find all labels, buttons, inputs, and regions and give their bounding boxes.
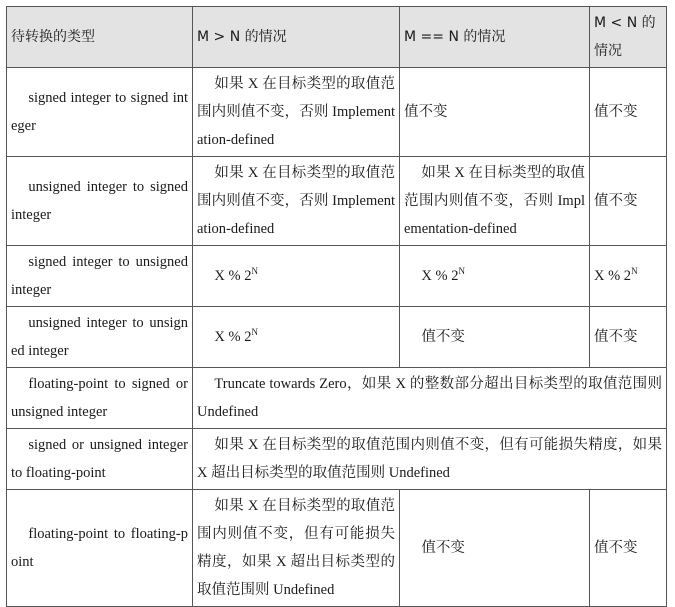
row-type-cell: unsigned integer to signed integer xyxy=(7,157,193,246)
table-row xyxy=(7,368,667,429)
m-lt-n-cell: 值不变 xyxy=(590,490,667,607)
header-m-eq-n: M == N 的情况 xyxy=(400,7,590,68)
header-m-gt-n: M > N 的情况 xyxy=(193,7,400,68)
table-row xyxy=(7,246,667,307)
formula-exponent: N xyxy=(631,266,638,276)
m-gt-n-cell xyxy=(193,307,400,368)
m-lt-n-cell: 值不变 xyxy=(590,307,667,368)
m-gt-n-cell: 如果 X 在目标类型的取值范围内则值不变，但有可能损失精度，如果 X 超出目标类型的取值范围则 Undefined xyxy=(193,490,400,607)
header-m-lt-n: M < N 的情况 xyxy=(590,7,667,68)
formula-base: X % 2 xyxy=(594,268,632,284)
m-eq-n-cell: 如果 X 在目标类型的取值范围内则值不变，否则 Implementation-defined xyxy=(400,157,590,246)
m-gt-n-cell xyxy=(193,246,400,307)
m-eq-n-cell: 值不变 xyxy=(400,490,590,607)
m-eq-n-cell xyxy=(400,246,590,307)
table-row xyxy=(7,157,667,246)
formula-exponent: N xyxy=(251,327,258,337)
m-lt-n-cell: 值不变 xyxy=(590,68,667,157)
row-type-cell: floating-point to signed or unsigned integer xyxy=(7,368,193,429)
merged-cell: Truncate towards Zero，如果 X 的整数部分超出目标类型的取值范围则 Undefined xyxy=(193,368,667,429)
formula-base: X % 2 xyxy=(214,268,252,284)
m-lt-n-cell xyxy=(590,246,667,307)
header-source-type: 待转换的类型 xyxy=(7,7,193,68)
table-row xyxy=(7,68,667,157)
row-type-cell: signed or unsigned integer to floating-point xyxy=(7,429,193,490)
row-type-cell: signed integer to signed integer xyxy=(7,68,193,157)
merged-cell: 如果 X 在目标类型的取值范围内则值不变，但有可能损失精度，如果 X 超出目标类型的取值范围则 Undefined xyxy=(193,429,667,490)
m-lt-n-cell: 值不变 xyxy=(590,157,667,246)
formula-base: X % 2 xyxy=(214,329,252,345)
row-type-cell: signed integer to unsigned integer xyxy=(7,246,193,307)
m-eq-n-cell: 值不变 xyxy=(400,68,590,157)
m-gt-n-cell: 如果 X 在目标类型的取值范围内则值不变，否则 Implementation-defined xyxy=(193,68,400,157)
row-type-cell: unsigned integer to unsigned integer xyxy=(7,307,193,368)
row-type-cell: floating-point to floating-point xyxy=(7,490,193,607)
table-row xyxy=(7,307,667,368)
formula-base: X % 2 xyxy=(421,268,459,284)
formula-exponent: N xyxy=(458,266,465,276)
header-row xyxy=(7,7,667,68)
conversion-table xyxy=(6,6,667,607)
m-eq-n-cell: 值不变 xyxy=(400,307,590,368)
formula-exponent: N xyxy=(251,266,258,276)
m-gt-n-cell: 如果 X 在目标类型的取值范围内则值不变，否则 Implementation-defined xyxy=(193,157,400,246)
table-row xyxy=(7,490,667,607)
table-row xyxy=(7,429,667,490)
table-header xyxy=(7,7,667,68)
